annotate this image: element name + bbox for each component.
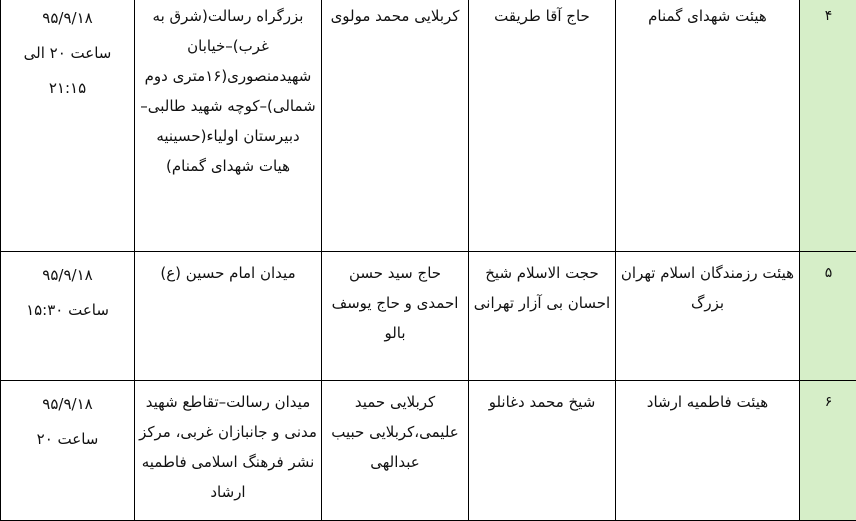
eulogist-cell: کربلایی حمید علیمی،کربلایی حبیب عبدالهی <box>322 381 469 521</box>
time-text: ساعت ۱۵:۳۰ <box>5 293 130 328</box>
organizer-cell: هیئت رزمندگان اسلام تهران بزرگ <box>616 252 800 381</box>
date-time-cell <box>1 381 135 521</box>
speaker-cell: حاج آقا طریقت <box>469 0 616 252</box>
row-number: ۶ <box>800 381 856 521</box>
organizer-cell: هیئت شهدای گمنام <box>616 0 800 252</box>
speaker-cell: شیخ محمد دغانلو <box>469 381 616 521</box>
location-cell: میدان رسالت–تقاطع شهید مدنی و جانبازان غربی، مرکز نشر فرهنگ اسلامی فاطمیه ارشاد <box>135 381 322 521</box>
organizer-cell: هیئت فاطمیه ارشاد <box>616 381 800 521</box>
date-text: ۹۵/۹/۱۸ <box>5 1 130 36</box>
row-number: ۴ <box>800 0 856 252</box>
time-text: ساعت ۲۰ <box>5 422 130 457</box>
eulogist-cell: حاج سید حسن احمدی و حاج یوسف بالو <box>322 252 469 381</box>
table-row <box>1 252 856 381</box>
date-time-cell <box>1 252 135 381</box>
row-number: ۵ <box>800 252 856 381</box>
table-row <box>1 381 856 521</box>
date-text: ۹۵/۹/۱۸ <box>5 387 130 422</box>
table-row <box>1 0 856 252</box>
date-text: ۹۵/۹/۱۸ <box>5 258 130 293</box>
time-text: ساعت ۲۰ الی ۲۱:۱۵ <box>5 36 130 106</box>
eulogist-cell: کربلایی محمد مولوی <box>322 0 469 252</box>
date-time-cell <box>1 0 135 252</box>
location-cell: بزرگراه رسالت(شرق به غرب)–خیابان شهیدمنصوری(۱۶متری دوم شمالی)–کوچه شهید طالبی–دبیرستان اولیاء(حسینیه هیات شهدای گمنام) <box>135 0 322 252</box>
location-cell: میدان امام حسین (ع) <box>135 252 322 381</box>
speaker-cell: حجت الاسلام شیخ احسان بی آزار تهرانی <box>469 252 616 381</box>
